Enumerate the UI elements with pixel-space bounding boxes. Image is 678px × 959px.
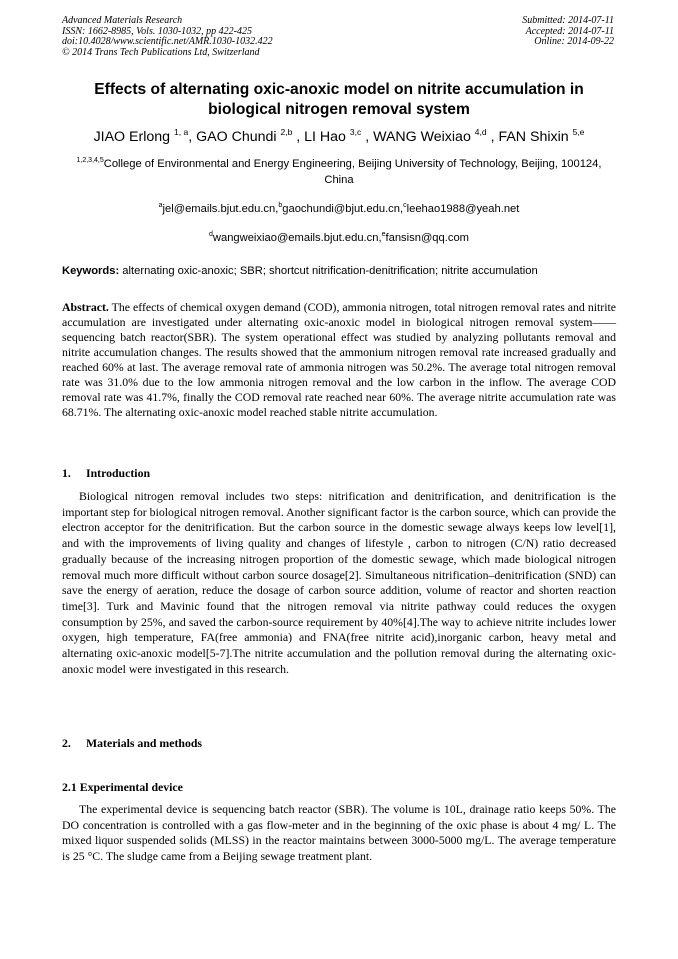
email-address: wangweixiao@emails.bjut.edu.cn,	[212, 232, 382, 244]
keywords	[62, 264, 616, 278]
author-separator: ,	[188, 129, 197, 145]
author-affil-mark: 4,d	[474, 127, 487, 137]
journal-issn: ISSN: 1662-8985, Vols. 1030-1032, pp 422-425	[62, 25, 252, 37]
email-address: leehao1988@yeah.net	[406, 203, 520, 215]
journal-doi: doi:10.4028/www.scientific.net/AMR.1030-1032.422	[62, 36, 273, 48]
subsection-heading: 2.1 Experimental device	[62, 780, 183, 794]
submission-dates	[522, 16, 614, 48]
abstract-text: The effects of chemical oxygen demand (COD), ammonia nitrogen, total nitrogen removal rates and nitrite accumulation are investigated under alternating oxic-anoxic model in biological nitrogen removal system——sequencing batch reactor(SBR). The system operational effect was studied by analyzing pollutants removal and nitrite accumulation changes. The results showed that the ammonium nitrogen removal rate increased gradually and reached 60% at last. The average removal rate of ammonia nitrogen was 50.2%. The average total nitrogen removal rate was 31.0% due to the low ammonia nitrogen removal and the low carbon in the inflow. The average COD removal rate was 41.7%, finally the COD removal rate reached near 60%. The average nitrite accumulation rate was 68.71%. The alternating oxic-anoxic model reached stable nitrite accumulation.	[62, 300, 616, 419]
author-affil-mark: 3,c	[349, 127, 362, 137]
author-name: GAO Chundi	[196, 129, 277, 145]
author-name: LI Hao	[304, 129, 346, 145]
experimental-device-paragraph: The experimental device is sequencing batch reactor (SBR). The volume is 10L, drainage ratio keeps 50%. The DO concentration is controlled with a gas flow-meter and in the beginning of the oxic phase is about 4 mg/ L. The mixed liquor suspended solids (MLSS) in the reactor maintains between 3000-5000 mg/L. The average temperature is 25 °C. The sludge came from a Beijing sewage treatment plant.	[62, 802, 616, 864]
email-line	[62, 202, 616, 216]
abstract	[62, 300, 616, 420]
journal-copyright: © 2014 Trans Tech Publications Ltd, Switzerland	[62, 46, 260, 58]
accepted-date: Accepted: 2014-07-11	[525, 25, 614, 37]
introduction-paragraph: Biological nitrogen removal includes two steps: nitrification and denitrification, and denitrification is the important step for biological nitrogen removal. Another significant factor is the carbon source, which can provide the electron acceptor for the denitrification. But the carbon source in the domestic sewage always keeps low level[1], and with the improvements of living quality and changes of lifestyle , carbon to nitrogen (C/N) ratio decreased gradually because of the increasing nitrogen proportion of the domestic sewage, which made biological nitrogen removal much more difficult without carbon source dosage[2]. Simultaneous nitrification–denitrification (SND) can save the energy of aeration, reduce the dosage of carbon source addition, volume of reactor and shorten reaction time[3]. Turk and Mavinic found that the nitrogen removal via nitrite pathway could reduces the oxygen consumption by 25%, and saved the carbon-source requirement by 40%[4].The way to achieve nitrite includes lower oxygen, high temperature, FA(free ammonia) and FNA(free nitrite acid),inorganic carbon, heavy metal and alternating oxic-anoxic model[5-7].The nitrite accumulation and the pollution removal during the alternating oxic-anoxic model were investigated in this research.	[62, 489, 616, 676]
section-number: 1.	[62, 466, 71, 480]
author-affil-mark: 2,b	[280, 127, 293, 137]
email-mark: c	[403, 202, 407, 209]
journal-header	[62, 16, 273, 58]
section-title: Introduction	[86, 466, 151, 480]
section-heading	[62, 466, 150, 481]
affiliation	[62, 156, 616, 188]
email-address: gaochundi@bjut.edu.cn,	[282, 203, 404, 215]
email-mark: b	[278, 202, 283, 209]
email-mark: e	[381, 231, 386, 238]
submitted-date: Submitted: 2014-07-11	[522, 15, 614, 26]
author-separator: ,	[486, 129, 499, 145]
online-date: Online: 2014-09-22	[534, 36, 614, 48]
affiliation-mark: 1,2,3,4,5	[76, 157, 104, 164]
email-mark: d	[208, 231, 213, 238]
affiliation-text: College of Environmental and Energy Engineering, Beijing University of Technology, Beijing, 100124, China	[103, 158, 602, 186]
author-affil-mark: 5,e	[572, 127, 585, 137]
author-name: WANG Weixiao	[373, 129, 471, 145]
journal-name: Advanced Materials Research	[62, 15, 183, 26]
email-line	[62, 231, 616, 245]
author-separator: ,	[292, 129, 305, 145]
email-mark: a	[158, 202, 163, 209]
paper-title: Effects of alternating oxic-anoxic model on nitrite accumulation in biological nitrogen removal system	[94, 81, 584, 118]
author-name: FAN Shixin	[498, 129, 569, 145]
abstract-label: Abstract.	[62, 300, 109, 314]
section-heading	[62, 736, 202, 751]
author-separator: ,	[361, 129, 374, 145]
section-title: Materials and methods	[86, 736, 202, 750]
keywords-label: Keywords:	[62, 265, 120, 277]
email-address: jel@emails.bjut.edu.cn,	[162, 203, 279, 215]
keywords-text: alternating oxic-anoxic; SBR; shortcut nitrification-denitrification; nitrite accumulation	[119, 265, 538, 277]
email-address: fansisn@qq.com	[385, 232, 469, 244]
author-list	[50, 128, 628, 146]
author-name: JIAO Erlong	[93, 129, 171, 145]
section-number: 2.	[62, 736, 71, 750]
author-affil-mark: 1, a	[174, 127, 189, 137]
